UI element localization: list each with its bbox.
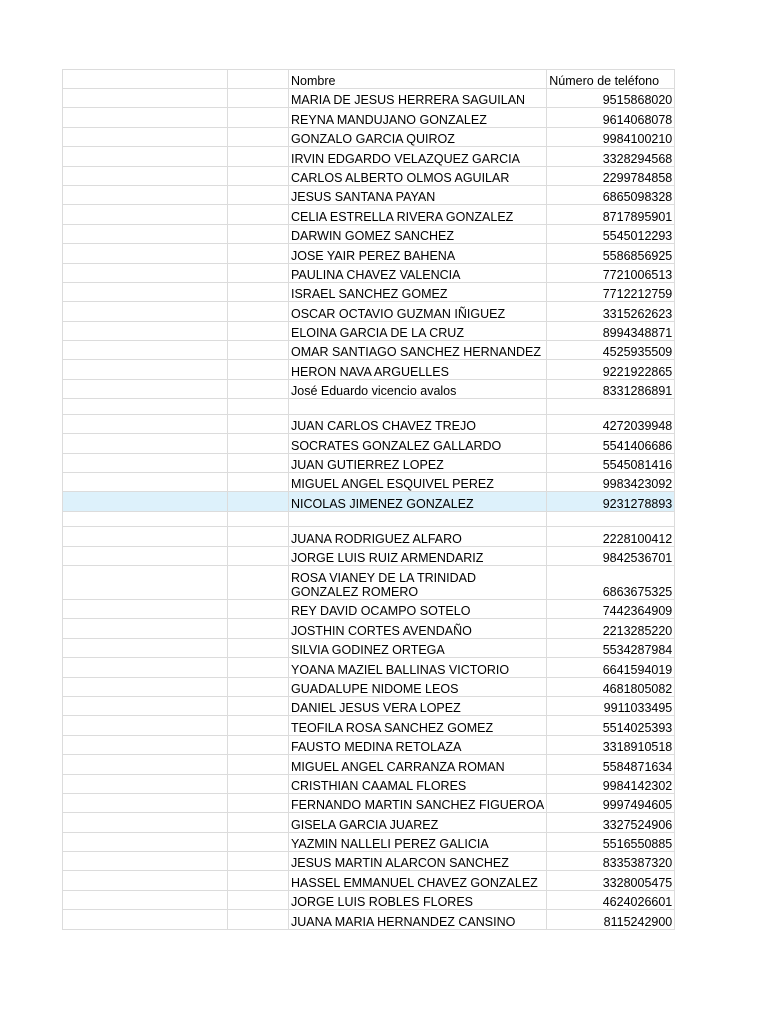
cell-b[interactable]: [228, 321, 289, 340]
name-cell[interactable]: CARLOS ALBERTO OLMOS AGUILAR: [289, 166, 547, 185]
cell-a[interactable]: [63, 735, 228, 754]
cell-a[interactable]: [63, 832, 228, 851]
name-cell[interactable]: GUADALUPE NIDOME LEOS: [289, 677, 547, 696]
cell-a[interactable]: [63, 127, 228, 146]
table-row: [63, 302, 675, 321]
table-row: [63, 910, 675, 929]
name-cell[interactable]: FERNANDO MARTIN SANCHEZ FIGUEROA: [289, 793, 547, 812]
name-cell[interactable]: GISELA GARCIA JUAREZ: [289, 813, 547, 832]
cell-a[interactable]: [63, 716, 228, 735]
cell-b[interactable]: [228, 205, 289, 224]
table-row: [63, 89, 675, 108]
cell-b[interactable]: [228, 185, 289, 204]
cell-b[interactable]: [228, 755, 289, 774]
phone-cell[interactable]: 9997494605: [547, 793, 675, 812]
table-row: [63, 774, 675, 793]
phone-cell[interactable]: 3315262623: [547, 302, 675, 321]
phone-cell[interactable]: 4681805082: [547, 677, 675, 696]
cell-b[interactable]: [228, 244, 289, 263]
cell-b[interactable]: [228, 360, 289, 379]
cell-a[interactable]: [63, 399, 228, 415]
phone-cell[interactable]: 6641594019: [547, 658, 675, 677]
phone-cell[interactable]: 4624026601: [547, 890, 675, 909]
phone-cell[interactable]: 9983423092: [547, 472, 675, 491]
cell-a[interactable]: [63, 546, 228, 565]
name-cell[interactable]: DARWIN GOMEZ SANCHEZ: [289, 224, 547, 243]
cell-a[interactable]: [63, 793, 228, 812]
cell-b[interactable]: [228, 302, 289, 321]
phone-cell[interactable]: 3318910518: [547, 735, 675, 754]
name-cell[interactable]: ISRAEL SANCHEZ GOMEZ: [289, 282, 547, 301]
phone-cell[interactable]: 3327524906: [547, 813, 675, 832]
table-row: [63, 166, 675, 185]
name-cell[interactable]: [289, 511, 547, 527]
name-cell[interactable]: MIGUEL ANGEL ESQUIVEL PEREZ: [289, 472, 547, 491]
phone-cell[interactable]: 5545081416: [547, 453, 675, 472]
cell-b[interactable]: [228, 127, 289, 146]
name-cell[interactable]: REY DAVID OCAMPO SOTELO: [289, 599, 547, 618]
name-cell[interactable]: JESUS MARTIN ALARCON SANCHEZ: [289, 852, 547, 871]
name-cell[interactable]: SOCRATES GONZALEZ GALLARDO: [289, 434, 547, 453]
table-row: [63, 527, 675, 546]
name-cell[interactable]: HERON NAVA ARGUELLES: [289, 360, 547, 379]
table-row: [63, 735, 675, 754]
cell-b[interactable]: [228, 735, 289, 754]
table-row: [63, 321, 675, 340]
phone-cell[interactable]: 8331286891: [547, 379, 675, 398]
cell-b[interactable]: [228, 399, 289, 415]
cell-b[interactable]: [228, 890, 289, 909]
phone-cell[interactable]: 9984142302: [547, 774, 675, 793]
cell-b[interactable]: [228, 472, 289, 491]
name-cell[interactable]: JUANA MARIA HERNANDEZ CANSINO: [289, 910, 547, 929]
cell-b[interactable]: [228, 341, 289, 360]
cell-b[interactable]: [228, 546, 289, 565]
table-row: [63, 472, 675, 491]
cell-a[interactable]: [63, 511, 228, 527]
name-cell[interactable]: NICOLAS JIMENEZ GONZALEZ: [289, 492, 547, 511]
name-cell[interactable]: JORGE LUIS ROBLES FLORES: [289, 890, 547, 909]
table-row: [63, 147, 675, 166]
phone-cell[interactable]: [547, 399, 675, 415]
table-row: [63, 244, 675, 263]
cell-b[interactable]: [228, 434, 289, 453]
name-cell[interactable]: DANIEL JESUS VERA LOPEZ: [289, 696, 547, 715]
phone-cell[interactable]: 9515868020: [547, 89, 675, 108]
table-row: [63, 871, 675, 890]
name-cell[interactable]: GONZALO GARCIA QUIROZ: [289, 127, 547, 146]
phone-cell[interactable]: 3328005475: [547, 871, 675, 890]
cell-a[interactable]: [63, 321, 228, 340]
cell-a[interactable]: [63, 453, 228, 472]
cell-b[interactable]: [228, 793, 289, 812]
name-cell[interactable]: PAULINA CHAVEZ VALENCIA: [289, 263, 547, 282]
cell-a[interactable]: [63, 414, 228, 433]
cell-b[interactable]: [228, 263, 289, 282]
table-row: [63, 619, 675, 638]
phone-cell[interactable]: 5584871634: [547, 755, 675, 774]
cell-b[interactable]: [228, 638, 289, 657]
name-cell[interactable]: YAZMIN NALLELI PEREZ GALICIA: [289, 832, 547, 851]
table-row: [63, 453, 675, 472]
cell-a[interactable]: [63, 813, 228, 832]
phone-cell[interactable]: 7712212759: [547, 282, 675, 301]
cell-b[interactable]: [228, 89, 289, 108]
phone-cell[interactable]: 2299784858: [547, 166, 675, 185]
phone-cell[interactable]: 7442364909: [547, 599, 675, 618]
cell-a[interactable]: [63, 677, 228, 696]
name-cell[interactable]: HASSEL EMMANUEL CHAVEZ GONZALEZ: [289, 871, 547, 890]
name-cell[interactable]: CRISTHIAN CAAMAL FLORES: [289, 774, 547, 793]
cell-b[interactable]: [228, 696, 289, 715]
cell-a[interactable]: [63, 658, 228, 677]
table-row: [63, 127, 675, 146]
phone-cell[interactable]: 9911033495: [547, 696, 675, 715]
table-row: [63, 696, 675, 715]
cell-b[interactable]: [228, 832, 289, 851]
cell-a[interactable]: [63, 696, 228, 715]
cell-a[interactable]: [63, 379, 228, 398]
cell-a[interactable]: [63, 890, 228, 909]
cell-a[interactable]: [63, 302, 228, 321]
name-cell[interactable]: JOSTHIN CORTES AVENDAÑO: [289, 619, 547, 638]
cell-a[interactable]: [63, 492, 228, 511]
phone-cell[interactable]: 9842536701: [547, 546, 675, 565]
name-cell[interactable]: IRVIN EDGARDO VELAZQUEZ GARCIA: [289, 147, 547, 166]
table-row: [63, 360, 675, 379]
name-cell[interactable]: MARIA DE JESUS HERRERA SAGUILAN: [289, 89, 547, 108]
cell-a[interactable]: [63, 244, 228, 263]
phone-cell[interactable]: 6863675325: [547, 565, 675, 599]
cell-a[interactable]: [63, 282, 228, 301]
cell-b[interactable]: [228, 414, 289, 433]
table-row: [63, 414, 675, 433]
table-row: [63, 599, 675, 618]
cell-a[interactable]: [63, 910, 228, 929]
cell-b[interactable]: [228, 774, 289, 793]
header-row: [63, 70, 675, 89]
name-cell[interactable]: YOANA MAZIEL BALLINAS VICTORIO: [289, 658, 547, 677]
phone-cell[interactable]: 9614068078: [547, 108, 675, 127]
name-cell[interactable]: CELIA ESTRELLA RIVERA GONZALEZ: [289, 205, 547, 224]
name-cell[interactable]: [289, 399, 547, 415]
phone-cell[interactable]: 3328294568: [547, 147, 675, 166]
cell-a[interactable]: [63, 619, 228, 638]
name-cell[interactable]: JORGE LUIS RUIZ ARMENDARIZ: [289, 546, 547, 565]
cell-b[interactable]: [228, 716, 289, 735]
table-row: [63, 813, 675, 832]
phone-cell[interactable]: 5545012293: [547, 224, 675, 243]
table-row: [63, 832, 675, 851]
cell-a[interactable]: [63, 185, 228, 204]
phone-cell[interactable]: 8115242900: [547, 910, 675, 929]
cell-a[interactable]: [63, 341, 228, 360]
table-row: [63, 511, 675, 527]
cell-a[interactable]: [63, 755, 228, 774]
name-cell[interactable]: JUAN CARLOS CHAVEZ TREJO: [289, 414, 547, 433]
table-row: [63, 716, 675, 735]
phone-cell[interactable]: 4272039948: [547, 414, 675, 433]
table-row: [63, 282, 675, 301]
cell-a[interactable]: [63, 527, 228, 546]
cell-b[interactable]: [228, 511, 289, 527]
cell-a[interactable]: [63, 472, 228, 491]
cell-b[interactable]: [228, 492, 289, 511]
name-cell[interactable]: JUAN GUTIERREZ LOPEZ: [289, 453, 547, 472]
table-row: [63, 108, 675, 127]
cell-b[interactable]: [228, 658, 289, 677]
cell-a[interactable]: [63, 89, 228, 108]
cell-a[interactable]: [63, 599, 228, 618]
table-row: [63, 399, 675, 415]
cell-a[interactable]: [63, 205, 228, 224]
table-row: [63, 224, 675, 243]
cell-a[interactable]: [63, 147, 228, 166]
table-row: [63, 658, 675, 677]
phone-cell[interactable]: 2213285220: [547, 619, 675, 638]
cell-b[interactable]: [228, 166, 289, 185]
phone-cell[interactable]: 5541406686: [547, 434, 675, 453]
cell-a-header[interactable]: [63, 70, 228, 89]
cell-b[interactable]: [228, 282, 289, 301]
phone-cell[interactable]: 2228100412: [547, 527, 675, 546]
cell-a[interactable]: [63, 774, 228, 793]
contact-spreadsheet: [62, 69, 675, 930]
phone-cell[interactable]: 7721006513: [547, 263, 675, 282]
cell-b[interactable]: [228, 379, 289, 398]
phone-cell[interactable]: 8994348871: [547, 321, 675, 340]
cell-a[interactable]: [63, 871, 228, 890]
cell-a[interactable]: [63, 434, 228, 453]
cell-a[interactable]: [63, 360, 228, 379]
table-row: [63, 379, 675, 398]
cell-b[interactable]: [228, 871, 289, 890]
name-column-header[interactable]: Nombre: [289, 70, 547, 89]
phone-cell[interactable]: 5534287984: [547, 638, 675, 657]
sheet-body: [63, 70, 675, 930]
cell-b[interactable]: [228, 224, 289, 243]
table-row: [63, 492, 675, 511]
name-cell[interactable]: JESUS SANTANA PAYAN: [289, 185, 547, 204]
table-row: [63, 546, 675, 565]
phone-cell[interactable]: 9231278893: [547, 492, 675, 511]
name-cell[interactable]: TEOFILA ROSA SANCHEZ GOMEZ: [289, 716, 547, 735]
table-row: [63, 434, 675, 453]
name-cell[interactable]: OSCAR OCTAVIO GUZMAN IÑIGUEZ: [289, 302, 547, 321]
table-row: [63, 638, 675, 657]
cell-b[interactable]: [228, 619, 289, 638]
phone-cell[interactable]: 5586856925: [547, 244, 675, 263]
name-cell[interactable]: OMAR SANTIAGO SANCHEZ HERNANDEZ: [289, 341, 547, 360]
cell-a[interactable]: [63, 166, 228, 185]
cell-b[interactable]: [228, 527, 289, 546]
cell-b[interactable]: [228, 813, 289, 832]
table-row: [63, 341, 675, 360]
phone-cell[interactable]: 8335387320: [547, 852, 675, 871]
table-row: [63, 263, 675, 282]
name-cell[interactable]: ELOINA GARCIA DE LA CRUZ: [289, 321, 547, 340]
name-cell[interactable]: JUANA RODRIGUEZ ALFARO: [289, 527, 547, 546]
name-cell[interactable]: REYNA MANDUJANO GONZALEZ: [289, 108, 547, 127]
cell-b-header[interactable]: [228, 70, 289, 89]
name-cell[interactable]: FAUSTO MEDINA RETOLAZA: [289, 735, 547, 754]
phone-cell[interactable]: 8717895901: [547, 205, 675, 224]
cell-a[interactable]: [63, 108, 228, 127]
cell-a[interactable]: [63, 263, 228, 282]
table-row: [63, 677, 675, 696]
name-cell[interactable]: MIGUEL ANGEL CARRANZA ROMAN: [289, 755, 547, 774]
cell-b[interactable]: [228, 677, 289, 696]
phone-cell[interactable]: 5514025393: [547, 716, 675, 735]
phone-cell[interactable]: 4525935509: [547, 341, 675, 360]
cell-b[interactable]: [228, 453, 289, 472]
cell-a[interactable]: [63, 852, 228, 871]
cell-a[interactable]: [63, 565, 228, 599]
phone-cell[interactable]: 9984100210: [547, 127, 675, 146]
table-row: [63, 565, 675, 599]
phone-column-header[interactable]: Número de teléfono: [547, 70, 675, 89]
cell-b[interactable]: [228, 910, 289, 929]
table-row: [63, 185, 675, 204]
cell-a[interactable]: [63, 638, 228, 657]
table-row: [63, 890, 675, 909]
table-row: [63, 205, 675, 224]
phone-cell[interactable]: [547, 511, 675, 527]
table-row: [63, 793, 675, 812]
phone-cell[interactable]: 9221922865: [547, 360, 675, 379]
cell-b[interactable]: [228, 147, 289, 166]
name-cell[interactable]: SILVIA GODINEZ ORTEGA: [289, 638, 547, 657]
cell-b[interactable]: [228, 108, 289, 127]
name-cell[interactable]: JOSE YAIR PEREZ BAHENA: [289, 244, 547, 263]
cell-b[interactable]: [228, 565, 289, 599]
name-cell[interactable]: ROSA VIANEY DE LA TRINIDAD GONZALEZ ROMERO: [289, 565, 547, 599]
cell-a[interactable]: [63, 224, 228, 243]
table-row: [63, 852, 675, 871]
name-cell[interactable]: José Eduardo vicencio avalos: [289, 379, 547, 398]
table-row: [63, 755, 675, 774]
phone-cell[interactable]: 5516550885: [547, 832, 675, 851]
cell-b[interactable]: [228, 852, 289, 871]
phone-cell[interactable]: 6865098328: [547, 185, 675, 204]
cell-b[interactable]: [228, 599, 289, 618]
